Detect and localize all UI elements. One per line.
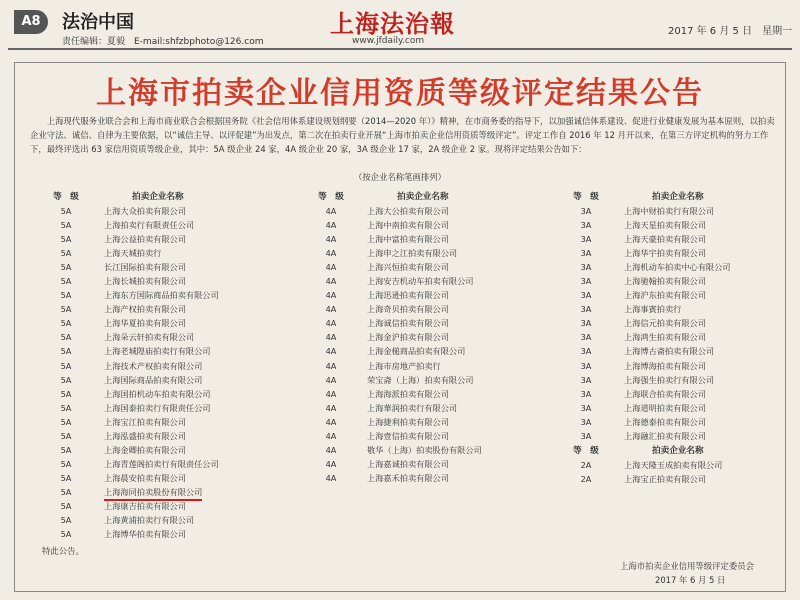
article-headline: 上海市拍卖企业信用资质等级评定结果公告 bbox=[96, 76, 704, 111]
table-row bbox=[560, 316, 730, 330]
company-name-cell: 上海奇贝拍卖有限公司 bbox=[367, 304, 449, 315]
grade-cell: 3A bbox=[580, 360, 592, 371]
grade-cell: 3A bbox=[580, 332, 592, 343]
table-row bbox=[305, 302, 482, 316]
grade-cell: 5A bbox=[60, 486, 72, 497]
company-name-cell: 上海天星拍卖有限公司 bbox=[624, 220, 706, 231]
column-header bbox=[40, 191, 219, 204]
company-name-cell: 上海中财拍卖行有限公司 bbox=[624, 206, 715, 216]
table-row bbox=[560, 344, 730, 358]
table-row bbox=[305, 457, 482, 471]
grade-cell: 4A bbox=[325, 472, 337, 483]
grade-cell: 5A bbox=[60, 515, 72, 526]
results-column-1 bbox=[40, 191, 219, 541]
table-row bbox=[305, 246, 482, 260]
name-header: 拍卖企业名称 bbox=[397, 192, 449, 202]
grade-cell: 4A bbox=[325, 220, 337, 231]
table-row bbox=[560, 458, 730, 472]
company-name-cell: 上海长城拍卖有限公司 bbox=[104, 276, 186, 287]
company-name-cell: 上海博华拍卖有限公司 bbox=[104, 529, 186, 540]
company-name-cell: 上海国际商品拍卖有限公司 bbox=[104, 374, 203, 385]
grade-cell: 4A bbox=[325, 374, 337, 385]
table-row bbox=[560, 288, 730, 302]
company-name-cell: 上海华夏拍卖有限公司 bbox=[104, 318, 186, 329]
table-row bbox=[305, 316, 482, 330]
table-row bbox=[40, 316, 219, 330]
company-name-cell: 上海兴恒拍卖有限公司 bbox=[367, 262, 449, 273]
header-divider bbox=[8, 48, 792, 50]
table-row bbox=[40, 330, 219, 344]
table-row bbox=[560, 232, 730, 246]
table-row bbox=[560, 415, 730, 429]
grade-cell: 3A bbox=[580, 430, 592, 441]
name-header: 拍卖企业名称 bbox=[132, 192, 184, 202]
company-name-cell: 上海安吉机动车拍卖有限公司 bbox=[367, 276, 474, 287]
grade-cell: 5A bbox=[60, 262, 72, 273]
table-row bbox=[305, 359, 482, 373]
company-name-cell: 上海天豪拍卖有限公司 bbox=[624, 234, 706, 245]
company-name-cell: 上海驰翰拍卖有限公司 bbox=[624, 276, 706, 287]
table-row bbox=[40, 471, 219, 485]
grade-cell: 4A bbox=[325, 262, 337, 273]
grade-cell: 5A bbox=[60, 529, 72, 540]
grade-cell: 3A bbox=[580, 262, 592, 273]
grade-cell: 4A bbox=[325, 290, 337, 301]
table-row bbox=[305, 471, 482, 485]
company-name-cell: 上海联合拍卖有限公司 bbox=[624, 388, 706, 399]
grade-cell: 5A bbox=[60, 346, 72, 357]
company-name-cell: 上海大公拍卖有限公司 bbox=[367, 206, 449, 216]
grade-cell: 4A bbox=[325, 416, 337, 427]
company-name-cell: 上海嘉诚拍卖有限公司 bbox=[367, 458, 449, 469]
grade-cell: 5A bbox=[60, 234, 72, 245]
grade-cell: 4A bbox=[325, 276, 337, 287]
grade-cell: 5A bbox=[60, 472, 72, 483]
grade-cell: 4A bbox=[325, 458, 337, 469]
signature-date: 2017 年 6 月 5 日 bbox=[655, 575, 726, 585]
table-row bbox=[40, 274, 219, 288]
company-name-cell: 上海事賓拍卖行 bbox=[624, 304, 682, 315]
page-number-badge: A8 bbox=[14, 10, 48, 34]
table-row bbox=[40, 527, 219, 541]
company-name-cell: 上海融汇拍卖有限公司 bbox=[624, 430, 706, 441]
table-row bbox=[305, 204, 482, 218]
grade-cell: 5A bbox=[60, 290, 72, 301]
table-row bbox=[305, 218, 482, 232]
grade-cell: 5A bbox=[60, 458, 72, 469]
grade-cell: 4A bbox=[325, 318, 337, 329]
grade-cell: 3A bbox=[580, 248, 592, 259]
table-row bbox=[305, 429, 482, 443]
grade-cell: 4A bbox=[325, 234, 337, 245]
highlighted-company-name: 上海海同拍卖股份有限公司 bbox=[104, 485, 202, 501]
table-row bbox=[305, 344, 482, 358]
company-name-cell: 上海公益拍卖有限公司 bbox=[104, 234, 186, 245]
article-intro: 上海现代服务业联合会和上海市商业联合会根据国务院《社会信用体系建设规划纲要（2014—2020 年）》精神，在市商务委的指导下，以加强诚信体系建设、促进行业健康发展为基本原则，以拍卖企业守法、诚信、自律为主要依据，以“诚信主导、以评促建”为出发点，第二次在拍卖行业开展“上海市拍卖企业信用资质等级评定”。评定工作自 2016 年 12 月开以来，在第三方评定机构的努力工作下，最终评选出 63 家信用资质等级企业，其中：5A 级企业 24 家，4A 级企业 20 家，3A 级企业 17 家，2A 级企业 2 家。现将评定结果公告如下： bbox=[30, 116, 775, 154]
table-row bbox=[560, 373, 730, 387]
table-row bbox=[40, 429, 219, 443]
table-row bbox=[305, 330, 482, 344]
company-name-cell: 上海朵云轩拍卖有限公司 bbox=[104, 332, 195, 343]
table-row bbox=[40, 443, 219, 457]
column-header bbox=[305, 191, 482, 204]
company-name-cell: 上海机动车拍卖中心有限公司 bbox=[624, 262, 731, 273]
company-name-cell: 上海市房地产拍卖行 bbox=[367, 360, 441, 371]
grade-cell: 4A bbox=[325, 206, 337, 216]
grade-cell: 2A bbox=[580, 459, 592, 470]
company-name-cell: 上海金槌商品拍卖有限公司 bbox=[367, 346, 466, 357]
grade-cell: 5A bbox=[60, 332, 72, 343]
company-name-cell: 上海宝正拍卖有限公司 bbox=[624, 473, 706, 484]
table-row bbox=[40, 344, 219, 358]
company-name-cell: 上海申之江拍卖有限公司 bbox=[367, 248, 458, 259]
grade-cell: 3A bbox=[580, 220, 592, 231]
grade-cell: 3A bbox=[580, 402, 592, 413]
issue-date: 2017 年 6 月 5 日 星期一 bbox=[668, 26, 793, 37]
table-row bbox=[40, 513, 219, 527]
company-name-cell: 上海海派拍卖有限公司 bbox=[367, 388, 449, 399]
company-name-cell: 上海产权拍卖有限公司 bbox=[104, 304, 186, 315]
company-name-cell: 上海信元拍卖有限公司 bbox=[624, 318, 706, 329]
company-name-cell: 上海沪东拍卖有限公司 bbox=[624, 290, 706, 301]
table-row bbox=[40, 302, 219, 316]
company-name-cell: 长江国际拍卖有限公司 bbox=[104, 262, 186, 273]
newspaper-masthead: 上海法治報 bbox=[330, 9, 455, 38]
grade-cell: 4A bbox=[325, 304, 337, 315]
grade-header: 等 级 bbox=[318, 192, 344, 202]
editor-info: 责任编辑：夏毅 E-mail:shfzbphoto@126.com bbox=[62, 37, 264, 47]
grade-cell: 2A bbox=[580, 473, 592, 484]
newspaper-header bbox=[0, 0, 800, 48]
company-name-cell: 上海东方国际商品拍卖有限公司 bbox=[104, 290, 219, 301]
table-row bbox=[560, 246, 730, 260]
table-row bbox=[305, 260, 482, 274]
grade-cell: 3A bbox=[580, 374, 592, 385]
table-row bbox=[305, 288, 482, 302]
grade-header: 等 级 bbox=[573, 445, 599, 456]
company-name-cell: 上海老城隍庙拍卖行有限公司 bbox=[104, 346, 211, 357]
column-header bbox=[560, 445, 730, 458]
grade-cell: 5A bbox=[60, 360, 72, 371]
company-name-cell: 上海鸿生拍卖有限公司 bbox=[624, 332, 706, 343]
table-row bbox=[305, 401, 482, 415]
company-name-cell: 上海華润拍卖行有限公司 bbox=[367, 402, 458, 413]
company-name-cell: 上海博海拍卖有限公司 bbox=[624, 360, 706, 371]
column-header bbox=[560, 191, 730, 204]
table-row bbox=[560, 218, 730, 232]
grade-cell: 3A bbox=[580, 304, 592, 315]
table-row bbox=[40, 457, 219, 471]
name-header: 拍卖企业名称 bbox=[652, 445, 704, 456]
table-row bbox=[560, 330, 730, 344]
grade-header: 等 级 bbox=[573, 192, 599, 202]
company-name-cell: 上海大众拍卖有限公司 bbox=[104, 206, 186, 216]
company-name-cell: 上海青莲阁拍卖行有限责任公司 bbox=[104, 458, 219, 469]
company-name-cell: 上海嘉禾拍卖有限公司 bbox=[367, 472, 449, 483]
grade-cell: 4A bbox=[325, 402, 337, 413]
table-row bbox=[305, 373, 482, 387]
company-name-cell: 上海强生拍卖行有限公司 bbox=[624, 374, 715, 385]
signature-organization: 上海市拍卖企业信用等级评定委员会 bbox=[620, 561, 754, 571]
table-row bbox=[305, 415, 482, 429]
grade-cell: 3A bbox=[580, 346, 592, 357]
table-row bbox=[40, 401, 219, 415]
table-row bbox=[560, 204, 730, 218]
table-row bbox=[560, 387, 730, 401]
table-row bbox=[305, 232, 482, 246]
company-name-cell: 上海华宇拍卖有限公司 bbox=[624, 248, 706, 259]
table-row bbox=[560, 260, 730, 274]
table-row bbox=[40, 499, 219, 513]
grade-cell: 4A bbox=[325, 444, 337, 455]
table-row bbox=[40, 415, 219, 429]
table-row bbox=[40, 232, 219, 246]
company-name-cell: 上海国泰拍卖行有限责任公司 bbox=[104, 402, 211, 413]
company-name-cell: 上海宝江拍卖有限公司 bbox=[104, 416, 186, 427]
company-name-cell: 上海泓盛拍卖有限公司 bbox=[104, 430, 186, 441]
company-name-cell: 上海迅逊拍卖有限公司 bbox=[367, 290, 449, 301]
company-name-cell: 上海天隆玉成拍卖有限公司 bbox=[624, 459, 723, 470]
grade-cell: 5A bbox=[60, 374, 72, 385]
grade-cell: 5A bbox=[60, 206, 72, 216]
grade-header: 等 级 bbox=[53, 192, 79, 202]
table-row bbox=[305, 443, 482, 457]
company-name-cell: 上海道明拍卖有限公司 bbox=[624, 402, 706, 413]
grade-cell: 3A bbox=[580, 290, 592, 301]
website-url: www.jfdaily.com bbox=[352, 36, 425, 46]
company-name-cell: 上海中南拍卖有限公司 bbox=[367, 220, 449, 231]
grade-cell: 3A bbox=[580, 388, 592, 399]
company-name-cell: 敬华（上海）拍卖股份有限公司 bbox=[367, 444, 482, 455]
table-row bbox=[560, 302, 730, 316]
grade-cell: 3A bbox=[580, 206, 592, 216]
grade-cell: 4A bbox=[325, 346, 337, 357]
grade-cell: 3A bbox=[580, 234, 592, 245]
company-name-cell: 荣宝斋（上海）拍卖有限公司 bbox=[367, 374, 474, 385]
table-row bbox=[40, 288, 219, 302]
grade-cell: 5A bbox=[60, 500, 72, 511]
grade-cell: 5A bbox=[60, 416, 72, 427]
table-row bbox=[560, 274, 730, 288]
company-name-cell: 上海德泰拍卖有限公司 bbox=[624, 416, 706, 427]
company-name-cell: 上海天城拍卖行 bbox=[104, 248, 162, 259]
grade-cell: 4A bbox=[325, 360, 337, 371]
company-name-cell: 上海康吉拍卖有限公司 bbox=[104, 500, 186, 511]
company-name-cell: 上海中富拍卖有限公司 bbox=[367, 234, 449, 245]
company-name-cell: 上海捷利拍卖有限公司 bbox=[367, 416, 449, 427]
grade-cell: 5A bbox=[60, 318, 72, 329]
grade-cell: 5A bbox=[60, 304, 72, 315]
table-row bbox=[40, 246, 219, 260]
table-row bbox=[560, 472, 730, 486]
company-name-cell: 上海金沪拍卖有限公司 bbox=[367, 332, 449, 343]
company-name-cell: 上海拍卖行有限责任公司 bbox=[104, 220, 195, 231]
company-name-cell: 上海博古斋拍卖有限公司 bbox=[624, 346, 715, 357]
grade-cell: 4A bbox=[325, 430, 337, 441]
table-row bbox=[560, 429, 730, 443]
table-row bbox=[305, 274, 482, 288]
table-row bbox=[40, 218, 219, 232]
table-row bbox=[40, 387, 219, 401]
company-name-cell: 上海黄浦拍卖行有限公司 bbox=[104, 515, 195, 526]
grade-cell: 5A bbox=[60, 276, 72, 287]
closing-statement: 特此公告。 bbox=[42, 546, 84, 556]
table-row bbox=[305, 387, 482, 401]
grade-cell: 5A bbox=[60, 248, 72, 259]
table-row bbox=[40, 204, 219, 218]
grade-cell: 4A bbox=[325, 248, 337, 259]
grade-cell: 4A bbox=[325, 332, 337, 343]
table-row bbox=[40, 260, 219, 274]
table-row bbox=[560, 401, 730, 415]
table-row bbox=[40, 373, 219, 387]
table-row bbox=[560, 359, 730, 373]
company-name-cell: 上海诚信拍卖有限公司 bbox=[367, 318, 449, 329]
grade-cell: 3A bbox=[580, 318, 592, 329]
company-name-cell: 上海技术产权拍卖有限公司 bbox=[104, 360, 203, 371]
sort-note: （按企业名称笔画排列） bbox=[353, 172, 447, 182]
grade-cell: 5A bbox=[60, 220, 72, 231]
company-name-cell: 上海晨安拍卖有限公司 bbox=[104, 472, 186, 483]
company-name-cell: 上海壹信拍卖有限公司 bbox=[367, 430, 449, 441]
grade-cell: 5A bbox=[60, 444, 72, 455]
company-name-cell: 上海国拍机动车拍卖有限公司 bbox=[104, 388, 211, 399]
grade-cell: 3A bbox=[580, 276, 592, 287]
section-title: 法治中国 bbox=[62, 12, 134, 33]
company-name-cell: 上海金卿拍卖有限公司 bbox=[104, 444, 186, 455]
grade-cell: 4A bbox=[325, 388, 337, 399]
grade-cell: 5A bbox=[60, 430, 72, 441]
grade-cell: 5A bbox=[60, 388, 72, 399]
results-column-2 bbox=[305, 191, 482, 485]
grade-cell: 5A bbox=[60, 402, 72, 413]
results-column-3 bbox=[560, 191, 730, 486]
name-header: 拍卖企业名称 bbox=[652, 192, 704, 202]
table-row bbox=[40, 359, 219, 373]
grade-cell: 3A bbox=[580, 416, 592, 427]
table-row bbox=[40, 485, 219, 499]
